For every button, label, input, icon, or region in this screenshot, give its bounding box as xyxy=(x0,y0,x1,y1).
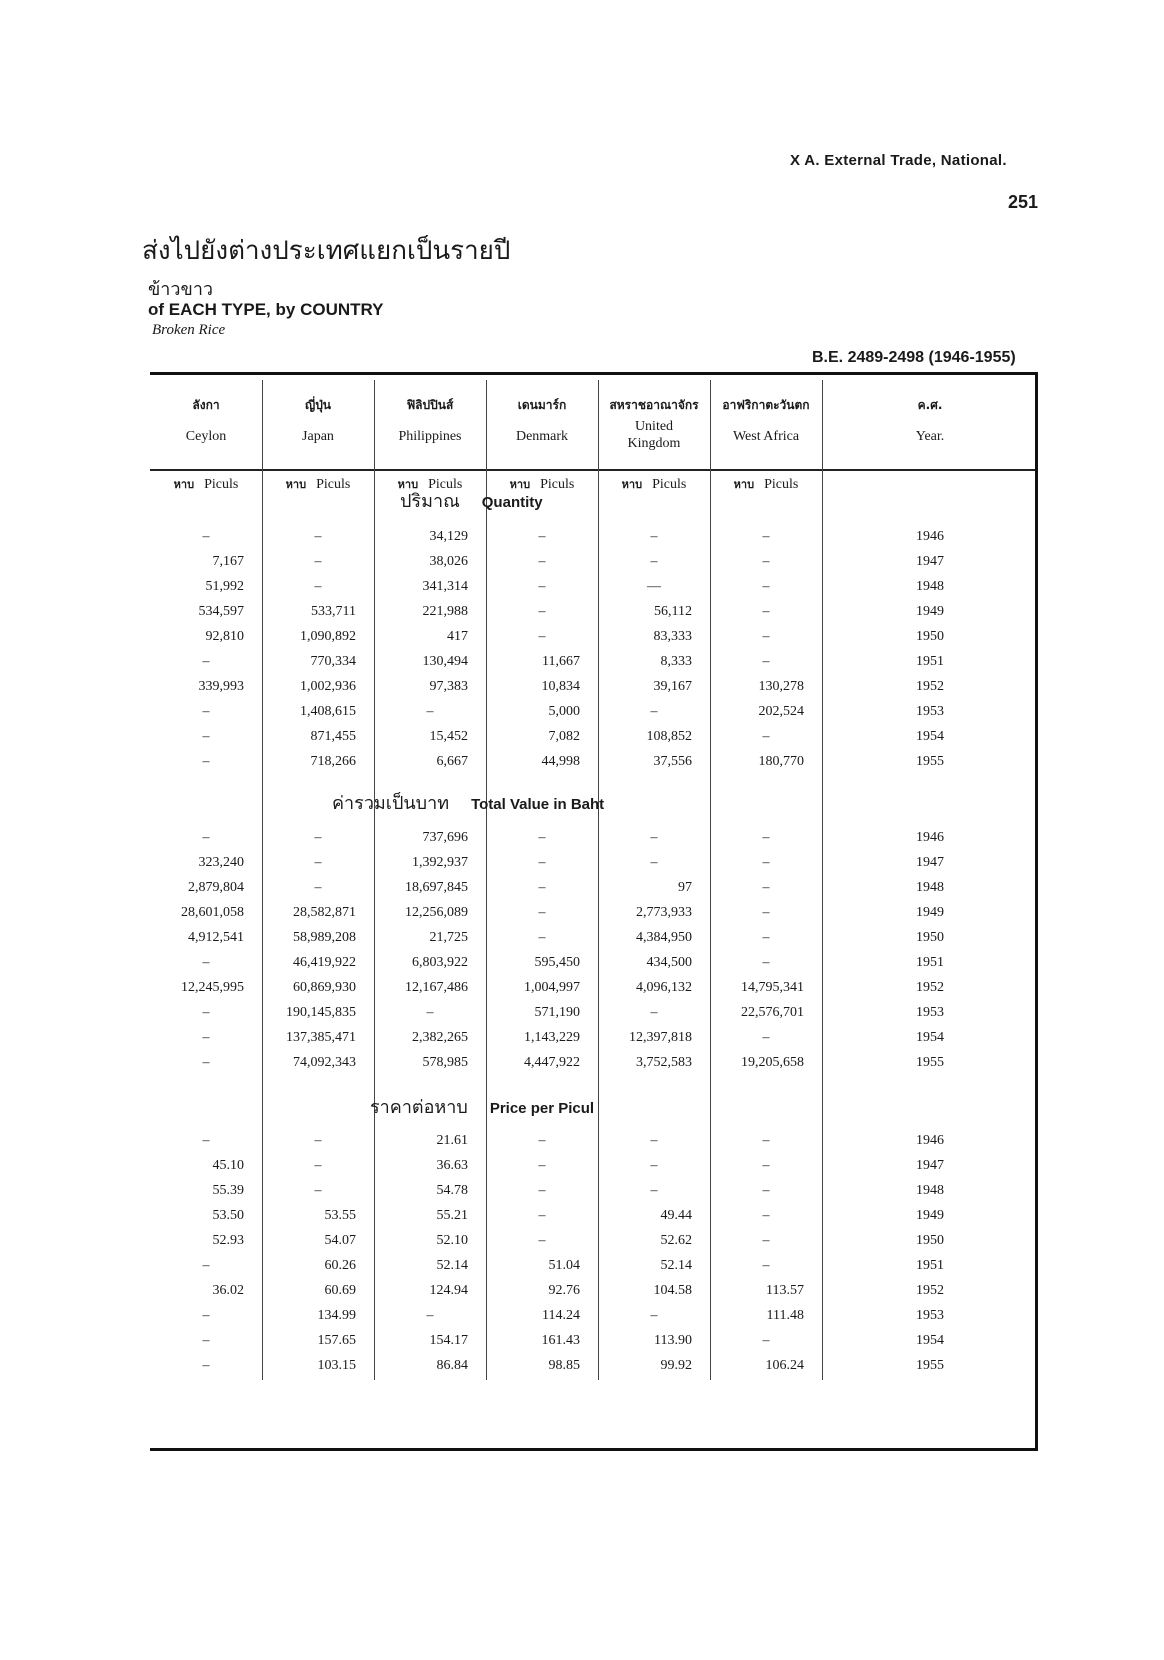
table-cell: 1,002,936 xyxy=(300,679,356,694)
table-cell: 83,333 xyxy=(653,629,692,644)
year-cell: 1955 xyxy=(916,1358,944,1373)
table-cell: – xyxy=(202,754,210,769)
unit-label xyxy=(150,475,262,493)
table-cell: – xyxy=(314,855,322,870)
table-cell: – xyxy=(762,1158,770,1173)
table-cell: 58,989,208 xyxy=(293,930,356,945)
table-cell: 124.94 xyxy=(429,1283,468,1298)
table-cell: 7,167 xyxy=(212,554,244,569)
year-cell: 1952 xyxy=(916,679,944,694)
table-cell: 157.65 xyxy=(317,1333,356,1348)
table-cell: 18,697,845 xyxy=(405,880,468,895)
table-cell: 92,810 xyxy=(205,629,244,644)
table-cell: 97 xyxy=(678,880,692,895)
unit-thai: หาบ xyxy=(621,478,643,491)
title-thai: ส่งไปยังต่างประเทศแยกเป็นรายปี xyxy=(142,236,511,266)
table-cell: – xyxy=(538,830,546,845)
unit-english: Piculs xyxy=(652,477,687,492)
table-cell: 595,450 xyxy=(534,955,580,970)
table-row xyxy=(150,1128,1038,1153)
table-cell: – xyxy=(202,1358,210,1373)
table-row xyxy=(150,1203,1038,1228)
table-cell: 6,667 xyxy=(436,754,468,769)
column-header xyxy=(150,372,262,469)
table-cell: 417 xyxy=(447,629,468,644)
table-cell: 54.07 xyxy=(324,1233,356,1248)
table-cell: 60.69 xyxy=(324,1283,356,1298)
table-cell: 34,129 xyxy=(429,529,468,544)
table-cell: – xyxy=(538,629,546,644)
table-cell: – xyxy=(202,729,210,744)
table-cell: – xyxy=(650,1133,658,1148)
table-cell: 52.14 xyxy=(660,1258,692,1273)
year-cell: 1954 xyxy=(916,1333,944,1348)
table-cell: 52.62 xyxy=(660,1233,692,1248)
table-cell: 21.61 xyxy=(436,1133,468,1148)
table-cell: 51.04 xyxy=(548,1258,580,1273)
table-cell: 92.76 xyxy=(548,1283,580,1298)
table-cell: – xyxy=(762,855,770,870)
section-header: X A. External Trade, National. xyxy=(790,152,1007,169)
table-cell: – xyxy=(762,1233,770,1248)
table-cell: – xyxy=(202,1030,210,1045)
table-row xyxy=(150,975,1038,1000)
table-bottom-rule xyxy=(150,1448,1038,1451)
table-cell: – xyxy=(762,1208,770,1223)
table-cell: – xyxy=(202,1308,210,1323)
unit-thai: หาบ xyxy=(397,478,419,491)
table-cell: 114.24 xyxy=(542,1308,580,1323)
table-cell: – xyxy=(762,629,770,644)
table-cell: 534,597 xyxy=(198,604,244,619)
table-cell: 97,383 xyxy=(429,679,468,694)
table-cell: – xyxy=(314,1133,322,1148)
table-cell: 2,879,804 xyxy=(188,880,244,895)
title-english: of EACH TYPE, by COUNTRY xyxy=(148,300,384,319)
column-header-english: Year. xyxy=(915,429,945,444)
table-cell: 2,382,265 xyxy=(412,1030,468,1045)
table-row xyxy=(150,825,1038,850)
year-cell: 1951 xyxy=(916,955,944,970)
trade-table xyxy=(150,372,1038,1450)
table-cell: – xyxy=(650,1183,658,1198)
section-heading-thai: ค่ารวมเป็นบาท xyxy=(332,793,450,814)
table-cell: – xyxy=(314,1158,322,1173)
table-cell: 15,452 xyxy=(429,729,468,744)
table-cell: 98.85 xyxy=(548,1358,580,1373)
table-header-rule xyxy=(150,469,1038,471)
table-cell: – xyxy=(650,830,658,845)
table-cell: 104.58 xyxy=(653,1283,692,1298)
year-cell: 1955 xyxy=(916,754,944,769)
table-cell: – xyxy=(650,1158,658,1173)
table-cell: 60.26 xyxy=(324,1258,356,1273)
table-row xyxy=(150,1000,1038,1025)
table-cell: 4,447,922 xyxy=(524,1055,580,1070)
table-cell: 130,278 xyxy=(758,679,804,694)
table-cell: – xyxy=(762,579,770,594)
table-cell: 434,500 xyxy=(646,955,692,970)
table-row xyxy=(150,549,1038,574)
table-row xyxy=(150,950,1038,975)
table-cell: 190,145,835 xyxy=(286,1005,356,1020)
table-cell: – xyxy=(762,930,770,945)
column-header-thai: ฟิลิปปินส์ xyxy=(406,398,454,412)
table-cell: 28,601,058 xyxy=(181,905,244,920)
table-cell: 49.44 xyxy=(660,1208,692,1223)
table-cell: 54.78 xyxy=(436,1183,468,1198)
table-cell: 2,773,933 xyxy=(636,905,692,920)
column-header-english: Philippines xyxy=(398,429,462,444)
table-row xyxy=(150,1153,1038,1178)
table-cell: – xyxy=(202,1005,210,1020)
table-cell: 4,096,132 xyxy=(636,980,692,995)
table-cell: 154.17 xyxy=(429,1333,468,1348)
year-cell: 1946 xyxy=(916,529,944,544)
table-cell: – xyxy=(202,1133,210,1148)
table-cell: 578,985 xyxy=(422,1055,468,1070)
table-cell: 113.57 xyxy=(766,1283,804,1298)
table-cell: – xyxy=(762,880,770,895)
table-cell: – xyxy=(538,880,546,895)
table-cell: 21,725 xyxy=(429,930,468,945)
table-cell: 22,576,701 xyxy=(741,1005,804,1020)
table-cell: 111.48 xyxy=(766,1308,804,1323)
year-cell: 1950 xyxy=(916,930,944,945)
unit-english: Piculs xyxy=(316,477,351,492)
table-cell: – xyxy=(538,905,546,920)
year-cell: 1953 xyxy=(916,1308,944,1323)
table-cell: – xyxy=(650,1308,658,1323)
table-cell: 11,667 xyxy=(542,654,580,669)
column-header-thai: ลังกา xyxy=(192,398,220,412)
table-cell: – xyxy=(426,1005,434,1020)
year-cell: 1954 xyxy=(916,1030,944,1045)
table-cell: 871,455 xyxy=(310,729,356,744)
unit-thai: หาบ xyxy=(733,478,755,491)
table-row xyxy=(150,699,1038,724)
table-cell: 74,092,343 xyxy=(293,1055,356,1070)
year-cell: 1950 xyxy=(916,1233,944,1248)
table-cell: 45.10 xyxy=(212,1158,244,1173)
year-cell: 1955 xyxy=(916,1055,944,1070)
table-cell: – xyxy=(538,604,546,619)
table-cell: 1,004,997 xyxy=(524,980,580,995)
year-cell: 1952 xyxy=(916,1283,944,1298)
table-cell: 99.92 xyxy=(660,1358,692,1373)
section-heading xyxy=(370,1092,770,1121)
table-cell: 19,205,658 xyxy=(741,1055,804,1070)
table-cell: 36.63 xyxy=(436,1158,468,1173)
year-cell: 1948 xyxy=(916,1183,944,1198)
table-cell: – xyxy=(314,579,322,594)
table-cell: – xyxy=(650,704,658,719)
table-cell: – xyxy=(202,704,210,719)
table-cell: 36.02 xyxy=(212,1283,244,1298)
table-cell: 37,556 xyxy=(653,754,692,769)
table-cell: 339,993 xyxy=(198,679,244,694)
column-header-thai: เดนมาร์ก xyxy=(517,398,567,412)
table-cell: 161.43 xyxy=(541,1333,580,1348)
table-cell: 137,385,471 xyxy=(286,1030,356,1045)
column-header xyxy=(262,372,374,469)
table-cell: – xyxy=(650,529,658,544)
table-row xyxy=(150,1278,1038,1303)
table-cell: 323,240 xyxy=(198,855,244,870)
period-label: B.E. 2489-2498 (1946-1955) xyxy=(812,349,1016,366)
year-cell: 1952 xyxy=(916,980,944,995)
table-cell: 60,869,930 xyxy=(293,980,356,995)
table-cell: 737,696 xyxy=(422,830,468,845)
subtitle-english: Broken Rice xyxy=(152,322,226,338)
year-cell: 1947 xyxy=(916,855,944,870)
column-header xyxy=(374,372,486,469)
unit-english: Piculs xyxy=(428,477,463,492)
table-cell: 180,770 xyxy=(758,754,804,769)
table-cell: 44,998 xyxy=(541,754,580,769)
table-cell: 52.93 xyxy=(212,1233,244,1248)
year-cell: 1951 xyxy=(916,1258,944,1273)
table-cell: – xyxy=(202,955,210,970)
table-row xyxy=(150,749,1038,774)
table-cell: – xyxy=(314,880,322,895)
section-heading-thai: ราคาต่อหาบ xyxy=(370,1097,468,1118)
section-heading-english: Price per Picul xyxy=(489,1100,595,1117)
table-row xyxy=(150,524,1038,549)
table-cell: 12,167,486 xyxy=(405,980,468,995)
table-cell: – xyxy=(762,905,770,920)
table-row xyxy=(150,649,1038,674)
year-cell: 1947 xyxy=(916,1158,944,1173)
table-cell: 38,026 xyxy=(429,554,468,569)
table-cell: – xyxy=(762,1133,770,1148)
column-header xyxy=(486,372,598,469)
table-cell: – xyxy=(538,579,546,594)
table-cell: 51,992 xyxy=(205,579,244,594)
column-header-thai: สหราชอาณาจักร xyxy=(609,398,699,412)
table-cell: 6,803,922 xyxy=(412,955,468,970)
table-cell: – xyxy=(538,554,546,569)
table-row xyxy=(150,674,1038,699)
table-cell: – xyxy=(762,1333,770,1348)
unit-thai: หาบ xyxy=(285,478,307,491)
year-cell: 1951 xyxy=(916,654,944,669)
table-cell: 53.50 xyxy=(212,1208,244,1223)
table-cell: – xyxy=(650,855,658,870)
table-row xyxy=(150,875,1038,900)
table-cell: 52.10 xyxy=(436,1233,468,1248)
table-cell: – xyxy=(538,1158,546,1173)
table-cell: 56,112 xyxy=(654,604,692,619)
table-cell: – xyxy=(762,1030,770,1045)
subtitle-thai: ข้าวขาว xyxy=(148,279,214,300)
table-cell: – xyxy=(202,654,210,669)
table-cell: – xyxy=(314,830,322,845)
table-cell: – xyxy=(538,1133,546,1148)
table-cell: 221,988 xyxy=(422,604,468,619)
table-cell: 55.39 xyxy=(212,1183,244,1198)
table-cell: – xyxy=(538,529,546,544)
table-cell: 1,143,229 xyxy=(524,1030,580,1045)
table-cell: 533,711 xyxy=(311,604,356,619)
table-cell: 1,090,892 xyxy=(300,629,356,644)
year-cell: 1949 xyxy=(916,604,944,619)
year-cell: 1948 xyxy=(916,880,944,895)
table-cell: 12,245,995 xyxy=(181,980,244,995)
table-cell: 341,314 xyxy=(422,579,468,594)
table-row xyxy=(150,925,1038,950)
unit-english: Piculs xyxy=(204,477,239,492)
section-heading-thai: ปริมาณ xyxy=(400,491,460,512)
table-row xyxy=(150,1050,1038,1075)
table-cell: – xyxy=(762,830,770,845)
year-cell: 1953 xyxy=(916,704,944,719)
table-cell: 103.15 xyxy=(317,1358,356,1373)
table-cell: – xyxy=(762,955,770,970)
table-cell: – xyxy=(202,529,210,544)
table-cell: 39,167 xyxy=(653,679,692,694)
table-cell: 53.55 xyxy=(324,1208,356,1223)
table-row xyxy=(150,724,1038,749)
table-cell: 55.21 xyxy=(436,1208,468,1223)
table-cell: – xyxy=(650,1005,658,1020)
table-cell: 5,000 xyxy=(548,704,580,719)
table-cell: – xyxy=(762,1183,770,1198)
table-cell: 770,334 xyxy=(310,654,356,669)
table-row xyxy=(150,574,1038,599)
year-cell: 1949 xyxy=(916,1208,944,1223)
table-row xyxy=(150,624,1038,649)
section-heading-english: Quantity xyxy=(481,494,543,511)
table-row xyxy=(150,1303,1038,1328)
table-cell: 4,912,541 xyxy=(188,930,244,945)
table-cell: –– xyxy=(647,579,661,594)
column-header xyxy=(710,372,822,469)
table-cell: 106.24 xyxy=(765,1358,804,1373)
unit-english: Piculs xyxy=(764,477,799,492)
year-cell: 1946 xyxy=(916,830,944,845)
table-cell: – xyxy=(762,554,770,569)
table-cell: – xyxy=(762,604,770,619)
table-cell: – xyxy=(538,1183,546,1198)
section-heading xyxy=(332,788,732,817)
table-cell: 46,419,922 xyxy=(293,955,356,970)
table-cell: 10,834 xyxy=(541,679,580,694)
table-cell: 130,494 xyxy=(422,654,468,669)
table-cell: – xyxy=(762,654,770,669)
table-cell: 1,392,937 xyxy=(412,855,468,870)
column-header-english: Ceylon xyxy=(185,429,227,444)
table-cell: 12,256,089 xyxy=(405,905,468,920)
year-cell: 1950 xyxy=(916,629,944,644)
table-cell: – xyxy=(202,830,210,845)
table-cell: 86.84 xyxy=(436,1358,468,1373)
column-header-english: West Africa xyxy=(732,429,800,444)
table-cell: – xyxy=(538,930,546,945)
table-row xyxy=(150,1253,1038,1278)
table-cell: – xyxy=(314,529,322,544)
column-header-english: Denmark xyxy=(515,429,569,444)
table-cell: – xyxy=(314,1183,322,1198)
section-heading xyxy=(400,486,800,515)
year-cell: 1948 xyxy=(916,579,944,594)
unit-thai: หาบ xyxy=(509,478,531,491)
table-cell: 718,266 xyxy=(310,754,356,769)
table-cell: – xyxy=(426,704,434,719)
table-row xyxy=(150,1328,1038,1353)
table-row xyxy=(150,850,1038,875)
unit-thai: หาบ xyxy=(173,478,195,491)
table-cell: – xyxy=(202,1055,210,1070)
table-cell: – xyxy=(762,1258,770,1273)
table-cell: 108,852 xyxy=(646,729,692,744)
table-cell: – xyxy=(762,729,770,744)
table-cell: – xyxy=(202,1258,210,1273)
table-cell: 3,752,583 xyxy=(636,1055,692,1070)
table-cell: – xyxy=(426,1308,434,1323)
table-cell: 202,524 xyxy=(758,704,804,719)
unit-english: Piculs xyxy=(540,477,575,492)
table-cell: – xyxy=(762,529,770,544)
table-cell: 8,333 xyxy=(660,654,692,669)
table-cell: 113.90 xyxy=(654,1333,692,1348)
table-cell: – xyxy=(538,855,546,870)
table-row xyxy=(150,599,1038,624)
table-row xyxy=(150,1025,1038,1050)
year-cell: 1949 xyxy=(916,905,944,920)
table-cell: 52.14 xyxy=(436,1258,468,1273)
table-cell: 7,082 xyxy=(548,729,580,744)
table-cell: 14,795,341 xyxy=(741,980,804,995)
year-cell: 1946 xyxy=(916,1133,944,1148)
table-cell: – xyxy=(314,554,322,569)
column-header xyxy=(598,372,710,469)
column-header-thai: อาฟริกาตะวันตก xyxy=(722,398,810,412)
unit-label xyxy=(262,475,374,493)
table-cell: – xyxy=(538,1208,546,1223)
table-cell: – xyxy=(202,1333,210,1348)
column-header xyxy=(822,372,1038,469)
column-header-english: Japan xyxy=(302,429,334,444)
column-header-thai: ค.ศ. xyxy=(917,398,943,412)
table-cell: – xyxy=(650,554,658,569)
table-row xyxy=(150,1228,1038,1253)
table-row xyxy=(150,1353,1038,1378)
table-cell: 28,582,871 xyxy=(293,905,356,920)
table-cell: – xyxy=(538,1233,546,1248)
year-cell: 1947 xyxy=(916,554,944,569)
page-number: 251 xyxy=(1007,192,1038,212)
table-row xyxy=(150,900,1038,925)
table-cell: 134.99 xyxy=(317,1308,356,1323)
table-cell: 12,397,818 xyxy=(629,1030,692,1045)
table-cell: 4,384,950 xyxy=(636,930,692,945)
column-header-thai: ญี่ปุ่น xyxy=(304,398,332,412)
year-cell: 1953 xyxy=(916,1005,944,1020)
section-heading-english: Total Value in Baht xyxy=(471,796,605,813)
table-row xyxy=(150,1178,1038,1203)
table-cell: 1,408,615 xyxy=(300,704,356,719)
year-cell: 1954 xyxy=(916,729,944,744)
table-cell: 571,190 xyxy=(534,1005,580,1020)
column-header-english: United Kingdom xyxy=(627,419,681,451)
